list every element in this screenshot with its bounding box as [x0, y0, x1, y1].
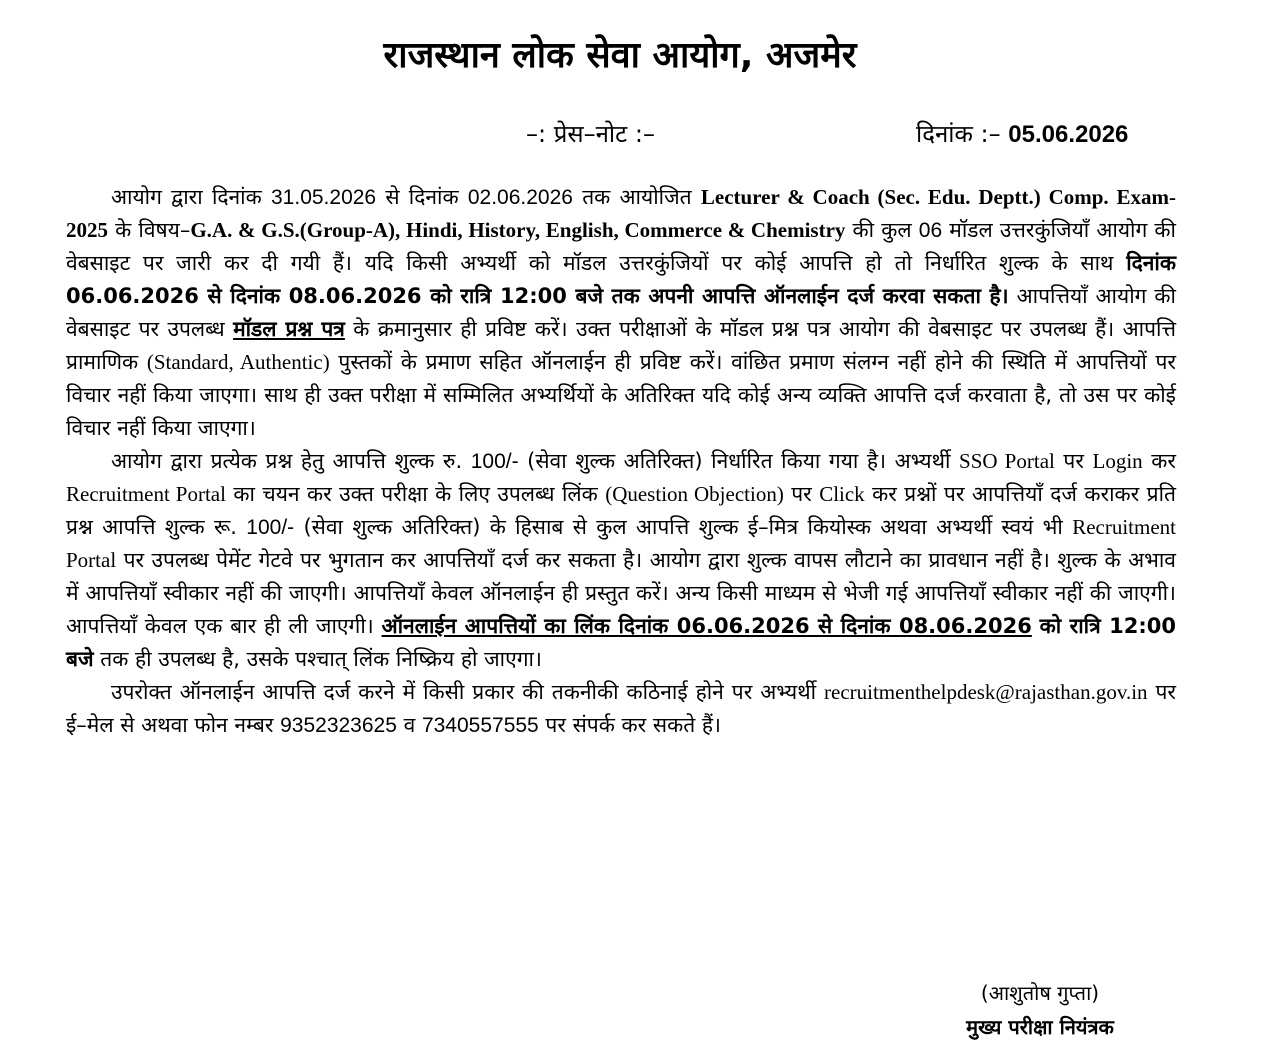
text: (सेवा शुल्क अतिरिक्त) के हिसाब से कुल आपत्ति शुल्क ई–मित्र कियोस्क अथवा अभ्यर्थी स्वयं भी	[294, 515, 1073, 539]
date-label: दिनांक :–	[916, 120, 1009, 148]
text: मॉडल उत्तरकुंजियाँ आयोग की वेबसाइट पर जारी कर दी गयी हैं। यदि किसी अभ्यर्थी को मॉडल उत्तरकुंजियों पर कोई आपत्ति हो तो निर्धारित शुल्क के साथ	[66, 218, 1176, 275]
phone-number-1: 9352323625	[280, 714, 397, 737]
text: के क्रमानुसार ही प्रविष्ट करें। उक्त परीक्षाओं के मॉडल प्रश्न पत्र आयोग की वेबसाइट पर उपलब्ध हैं। आपत्ति प्रामाणिक	[66, 317, 1176, 374]
text: पर उपलब्ध पेमेंट गेटवे पर भुगतान कर आपत्तियाँ दर्ज कर सकता है। आयोग द्वारा शुल्क वापस लौटाने का प्रावधान नहीं है। शुल्क के अभाव में आपत्तियाँ स्वीकार नहीं की जाएगी। आपत्तियाँ केवल ऑनलाईन ही प्रस्तुत करें। अन्य किसी माध्यम से भेजी गई आपत्तियाँ स्वीकार नहीं की जाएगी। आपत्तियाँ केवल एक बार ही ली जाएगी।	[66, 548, 1176, 638]
notice-body	[66, 181, 1176, 742]
recruitment-portal: Recruitment Portal	[66, 515, 1177, 572]
phone-number-2: 7340557555	[421, 714, 539, 737]
paragraph-1	[66, 181, 1176, 445]
text: पर	[1054, 449, 1093, 473]
standard-authentic: (Standard, Authentic)	[146, 350, 330, 374]
text: की कुल	[845, 218, 919, 242]
text: से दिनांक	[376, 185, 468, 209]
press-note-heading: –: प्रेस–नोट :–	[526, 120, 655, 148]
exam-name: Lecturer & Coach (Sec. Edu. Deptt.) Comp. Exam-2025	[66, 185, 1176, 242]
text: आयोग द्वारा प्रत्येक प्रश्न हेतु आपत्ति शुल्क रु.	[111, 449, 471, 473]
text: के विषय–	[108, 218, 191, 242]
objection-fee: 100/-	[470, 450, 519, 473]
exam-subjects: G.A. & G.S.(Group-A), Hindi, History, English, Commerce & Chemistry	[190, 218, 846, 242]
text: पुस्तकों के प्रमाण सहित ऑनलाईन ही प्रविष्ट करें। वांछित प्रमाण संलग्न नहीं होने की स्थिति में आपत्तियों पर विचार नहीं किया जाएगा। साथ ही उक्त परीक्षा में सम्मिलित अभ्यर्थियों के अतिरिक्त यदि कोई अन्य व्यक्ति आपत्ति दर्ज करवाता है, तो उस पर कोई विचार नहीं किया जाएगा।	[66, 350, 1176, 440]
text: पर	[783, 482, 820, 506]
text: पर संपर्क कर सकते हैं।	[538, 713, 722, 737]
paragraph-2	[66, 445, 1176, 676]
deadline-time: को रात्रि 12:00 बजे	[66, 614, 1177, 671]
date-value: 05.06.2026	[1008, 121, 1129, 148]
text: आपत्तियाँ आयोग की वेबसाइट पर उपलब्ध	[66, 284, 1176, 341]
login-text: Login	[1092, 449, 1143, 473]
answer-key-count: 06	[918, 219, 943, 242]
signatory-name: (आशुतोष गुप्ता)	[980, 981, 1100, 1005]
text: पर ई–मेल से अथवा फोन नम्बर	[66, 680, 1177, 737]
signature-block	[940, 976, 1140, 1044]
text: व	[396, 713, 422, 737]
text: तक आयोजित	[572, 185, 701, 209]
helpdesk-email: recruitmenthelpdesk@rajasthan.gov.in	[824, 680, 1148, 704]
model-paper-emphasis: मॉडल प्रश्न पत्र	[233, 317, 345, 341]
signatory-designation: मुख्य परीक्षा नियंत्रक	[966, 1015, 1114, 1039]
text	[1032, 614, 1040, 638]
date-from: 31.05.2026	[271, 186, 377, 209]
question-objection: (Question Objection)	[605, 482, 784, 506]
text: (सेवा शुल्क अतिरिक्त) निर्धारित किया गया है। अभ्यर्थी	[518, 449, 960, 473]
recruitment-portal: Recruitment Portal	[66, 482, 226, 506]
objection-fee-per-question: 100/-	[246, 516, 295, 539]
text: तक ही उपलब्ध है, उसके पश्चात् लिंक निष्क्रिय हो जाएगा।	[93, 647, 542, 671]
text: आयोग द्वारा दिनांक	[111, 185, 271, 209]
text: कर	[1142, 449, 1176, 473]
date-line	[916, 116, 1128, 153]
sso-portal: SSO Portal	[959, 449, 1055, 473]
page-title: राजस्थान लोक सेवा आयोग, अजमेर	[383, 35, 857, 76]
click-text: Click	[819, 482, 865, 506]
objection-window: दिनांक 06.06.2026 से दिनांक 08.06.2026 को रात्रि 12:00 बजे तक अपनी आपत्ति ऑनलाईन दर्ज करवा सकता है।	[66, 251, 1176, 308]
link-window: ऑनलाईन आपत्तियों का लिंक दिनांक 06.06.2026 से दिनांक 08.06.2026	[381, 614, 1032, 638]
text: कर प्रश्नों पर आपत्तियाँ दर्ज कराकर प्रति प्रश्न आपत्ति शुल्क रू.	[66, 482, 1177, 539]
paragraph-3	[66, 676, 1176, 742]
text: उपरोक्त ऑनलाईन आपत्ति दर्ज करने में किसी प्रकार की तकनीकी कठिनाई होने पर अभ्यर्थी	[111, 680, 824, 704]
date-to: 02.06.2026	[467, 186, 573, 209]
text: का चयन कर उक्त परीक्षा के लिए उपलब्ध लिंक	[225, 482, 606, 506]
